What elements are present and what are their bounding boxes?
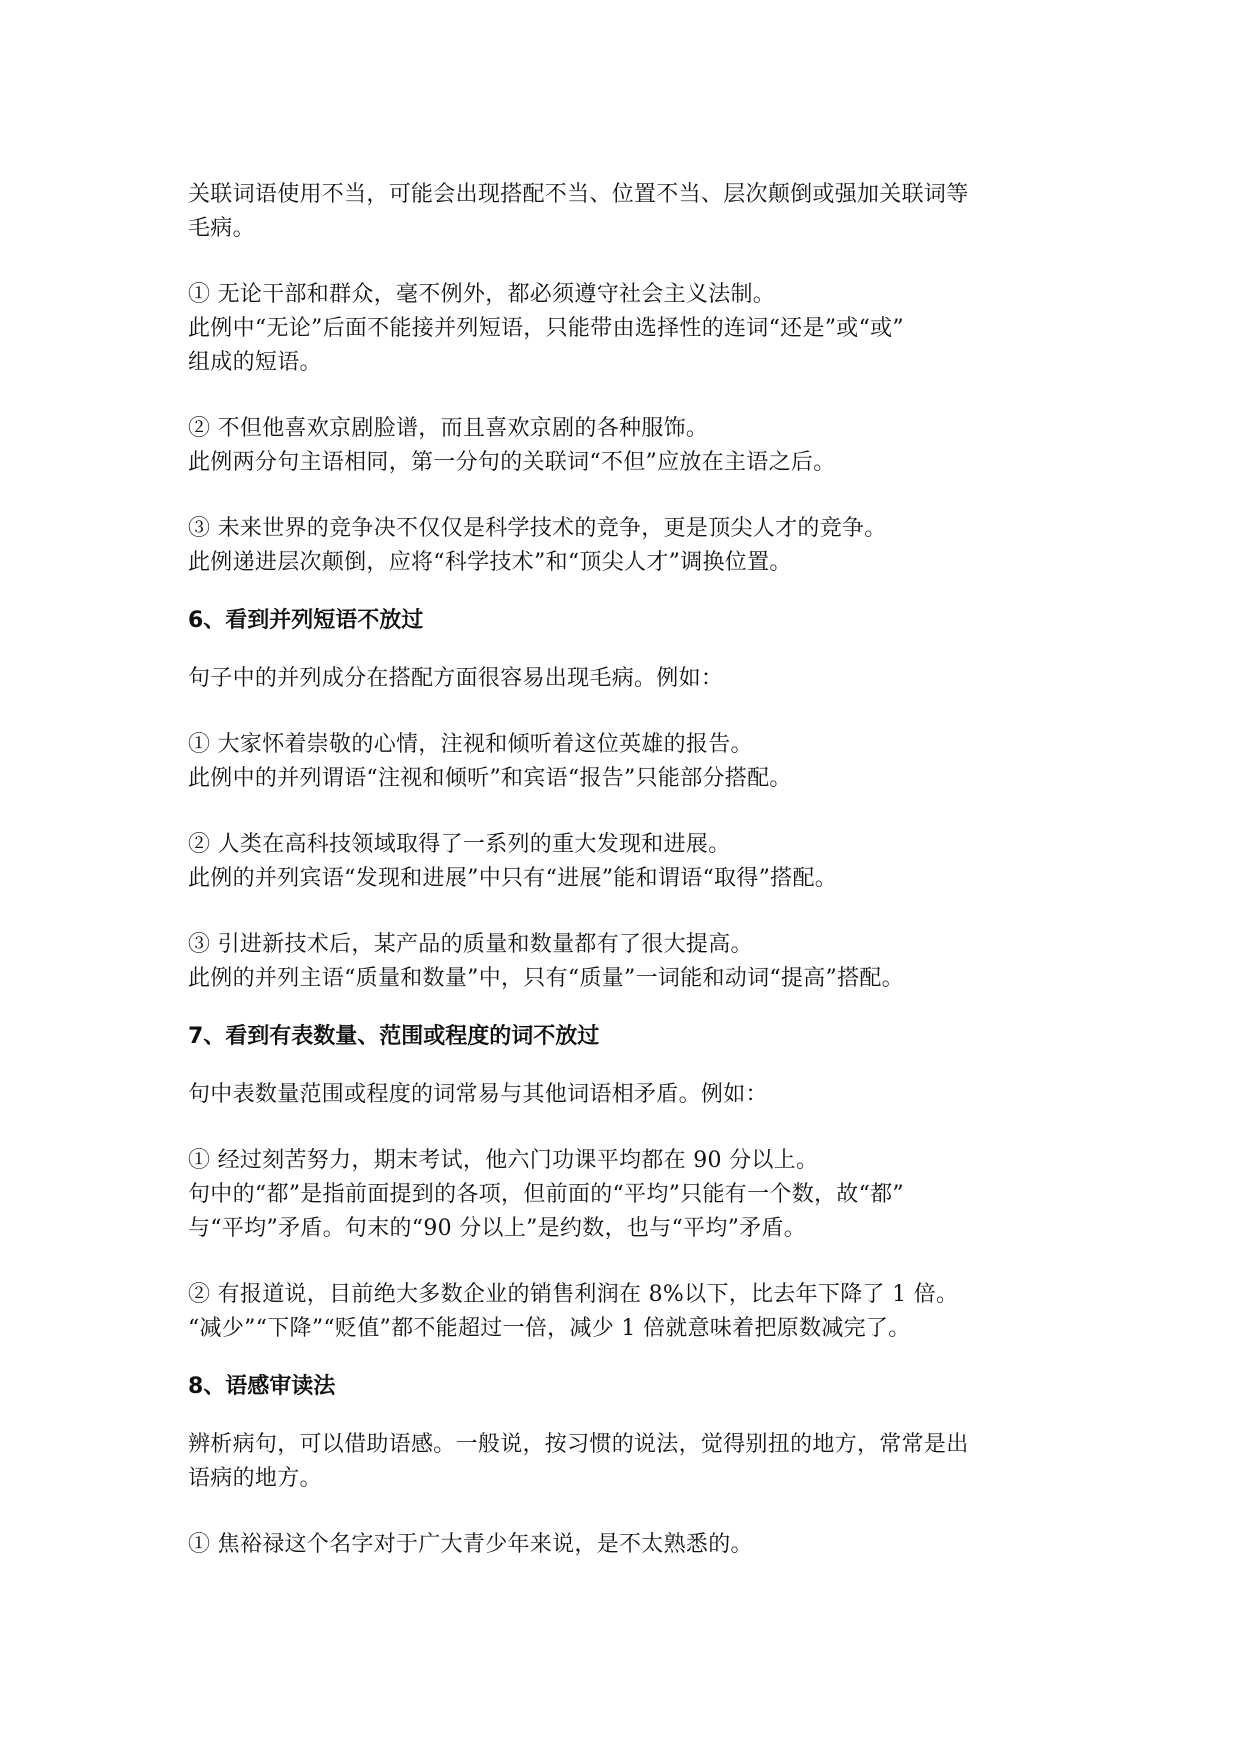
example-sentence: ② 不但他喜欢京剧脸谱，而且喜欢京剧的各种服饰。 — [188, 416, 709, 441]
example-sentence: ③ 未来世界的竞争决不仅仅是科学技术的竞争，更是顶尖人才的竞争。 — [188, 516, 887, 541]
example-explanation: 句中的“都”是指前面提到的各项，但前面的“平均”只能有一个数，故“都” — [188, 1182, 904, 1207]
example-sentence: ③ 引进新技术后，某产品的质量和数量都有了很大提高。 — [188, 932, 753, 957]
example-explanation: 此例两分句主语相同，第一分句的关联词“不但”应放在主语之后。 — [188, 450, 836, 475]
section-heading: 8、语感审读法 — [188, 1374, 336, 1399]
example-explanation: 组成的短语。 — [188, 350, 322, 375]
intro-line: 关联词语使用不当，可能会出现搭配不当、位置不当、层次颠倒或强加关联词等 — [188, 182, 969, 207]
example-sentence: ② 人类在高科技领域取得了一系列的重大发现和进展。 — [188, 832, 731, 857]
example-explanation: “减少”“下降”“贬值”都不能超过一倍，减少 1 倍就意味着把原数减完了。 — [188, 1316, 911, 1341]
example-sentence: ① 经过刻苦努力，期末考试，他六门功课平均都在 90 分以上。 — [188, 1148, 819, 1173]
example-explanation: 此例中“无论”后面不能接并列短语，只能带由选择性的连词“还是”或“或” — [188, 316, 904, 341]
example-explanation: 此例中的并列谓语“注视和倾听”和宾语“报告”只能部分搭配。 — [188, 766, 792, 791]
example-explanation: 此例的并列主语“质量和数量”中，只有“质量”一词能和动词“提高”搭配。 — [188, 966, 904, 991]
section-intro: 语病的地方。 — [188, 1466, 322, 1491]
example-sentence: ① 大家怀着崇敬的心情，注视和倾听着这位英雄的报告。 — [188, 732, 753, 757]
example-explanation: 此例的并列宾语“发现和进展”中只有“进展”能和谓语“取得”搭配。 — [188, 866, 838, 891]
intro-line: 毛病。 — [188, 216, 255, 241]
section-heading: 7、看到有表数量、范围或程度的词不放过 — [188, 1024, 600, 1049]
section-intro: 句子中的并列成分在搭配方面很容易出现毛病。例如： — [188, 666, 724, 691]
document-page — [188, 178, 1068, 1562]
example-sentence: ① 焦裕禄这个名字对于广大青少年来说，是不太熟悉的。 — [188, 1532, 753, 1557]
example-explanation: 与“平均”矛盾。句末的“90 分以上”是约数，也与“平均”矛盾。 — [188, 1216, 807, 1241]
section-heading: 6、看到并列短语不放过 — [188, 608, 424, 633]
section-intro: 句中表数量范围或程度的词常易与其他词语相矛盾。例如： — [188, 1082, 768, 1107]
example-explanation: 此例递进层次颠倒，应将“科学技术”和“顶尖人才”调换位置。 — [188, 550, 792, 575]
section-intro: 辨析病句，可以借助语感。一般说，按习惯的说法，觉得别扭的地方，常常是出 — [188, 1432, 969, 1457]
example-sentence: ① 无论干部和群众，毫不例外，都必须遵守社会主义法制。 — [188, 282, 776, 307]
example-sentence: ② 有报道说，目前绝大多数企业的销售利润在 8%以下，比去年下降了 1 倍。 — [188, 1282, 959, 1307]
